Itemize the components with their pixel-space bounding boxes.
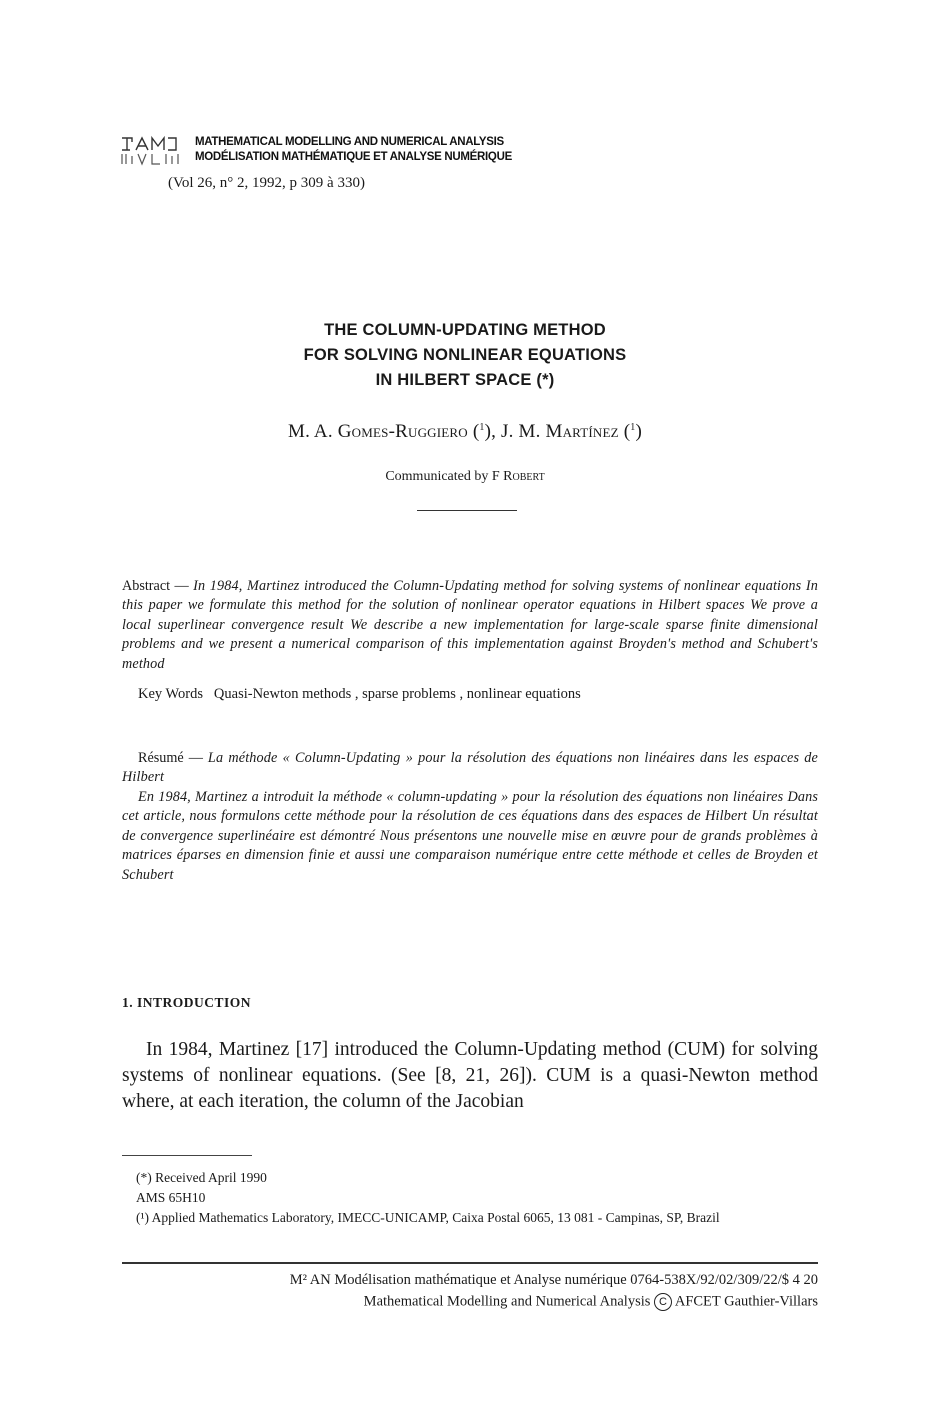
- journal-title-english: MATHEMATICAL MODELLING AND NUMERICAL ANALYSIS: [195, 136, 504, 148]
- publisher-line-2-prefix: Mathematical Modelling and Numerical Analysis: [363, 1293, 651, 1310]
- footnote-divider: [122, 1155, 252, 1156]
- journal-logo: [120, 134, 184, 166]
- resume-heading: [122, 749, 818, 788]
- publisher-line-2-suffix: AFCET Gauthier-Villars: [674, 1293, 818, 1310]
- resume-body: [122, 788, 818, 885]
- journal-title-french: MODÉLISATION MATHÉMATIQUE ET ANALYSE NUMÉRIQUE: [195, 151, 512, 163]
- publisher-line-2: [364, 1293, 818, 1311]
- introduction-paragraph: In 1984, Martinez [17] introduced the Column-Updating method (CUM) for solving systems of nonlinear equations. (See [8, 21, 26]). CUM is a quasi-Newton method where, at each iteration, the column of the Jacobian: [122, 1039, 818, 1112]
- communicated-prefix: Communicated by F: [385, 469, 504, 484]
- resume-head-text: La méthode « Column-Updating » pour la résolution des équations non linéaires dans les espaces de Hilbert: [122, 750, 818, 786]
- copyright-icon: C: [654, 1293, 672, 1311]
- resume-label: Résumé —: [138, 750, 208, 766]
- keywords-text: Quasi-Newton methods , sparse problems , nonlinear equations: [213, 686, 581, 702]
- article-title-line-1: THE COLUMN-UPDATING METHOD: [324, 321, 606, 339]
- keywords: [138, 686, 818, 703]
- author-1-footnote-mark: 1: [479, 422, 485, 433]
- footnote-affiliation: (¹) Applied Mathematics Laboratory, IMECC-UNICAMP, Caixa Postal 6065, 13 081 - Campinas, SP, Brazil: [136, 1210, 720, 1225]
- author-2-footnote-mark: 1: [630, 422, 636, 433]
- bottom-divider: [122, 1262, 818, 1264]
- footnote-ams: AMS 65H10: [136, 1190, 206, 1205]
- author-separator: ,: [491, 421, 501, 442]
- abstract: [122, 577, 818, 674]
- section-heading: 1. INTRODUCTION: [122, 995, 252, 1010]
- abstract-label: Abstract —: [122, 578, 194, 594]
- article-title-line-3: IN HILBERT SPACE (*): [375, 371, 555, 389]
- communicated-name: Robert: [503, 469, 545, 484]
- keywords-label: Key Words: [138, 686, 204, 702]
- author-1: M. A. Gomes-Ruggiero: [287, 421, 468, 442]
- author-2: J. M. Martínez: [501, 421, 619, 442]
- volume-info: (Vol 26, n° 2, 1992, p 309 à 330): [168, 175, 365, 191]
- article-title-line-2: FOR SOLVING NONLINEAR EQUATIONS: [303, 346, 627, 364]
- footnote-received: (*) Received April 1990: [136, 1170, 267, 1185]
- abstract-text: In 1984, Martinez introduced the Column-Updating method for solving systems of nonlinear equations In this paper we formulate this method for the solution of nonlinear operator equations in Hilbert spaces We prove a local superlinear convergence result We describe a new implementation for large-scale sparse finite dimensional problems and we present a numerical comparison of this implementation against Broyden's method and Schubert's method: [122, 578, 818, 672]
- title-divider: [417, 510, 517, 511]
- resume-body-text: En 1984, Martinez a introduit la méthode « column-updating » pour la résolution des équations non linéaires Dans cet article, nous formulons cette méthode pour la résolution de ces équations dans des espaces de Hilbert Un résultat de convergence superlinéaire est démontré Nous présentons une nouvelle mise en œuvre pour de grands problèmes à matrices éparses en dimension finie et aussi une comparaison numérique entre cette méthode et celles de Broyden et Schubert: [122, 789, 818, 883]
- authors: M. A. Gomes-Ruggiero ($^1$), J. M. Martínez ($^1$): [287, 421, 643, 442]
- publisher-line-1: M² AN Modélisation mathématique et Analyse numérique 0764-538X/92/02/309/22/$ 4 20: [289, 1272, 818, 1288]
- communicated-by: [0, 469, 930, 485]
